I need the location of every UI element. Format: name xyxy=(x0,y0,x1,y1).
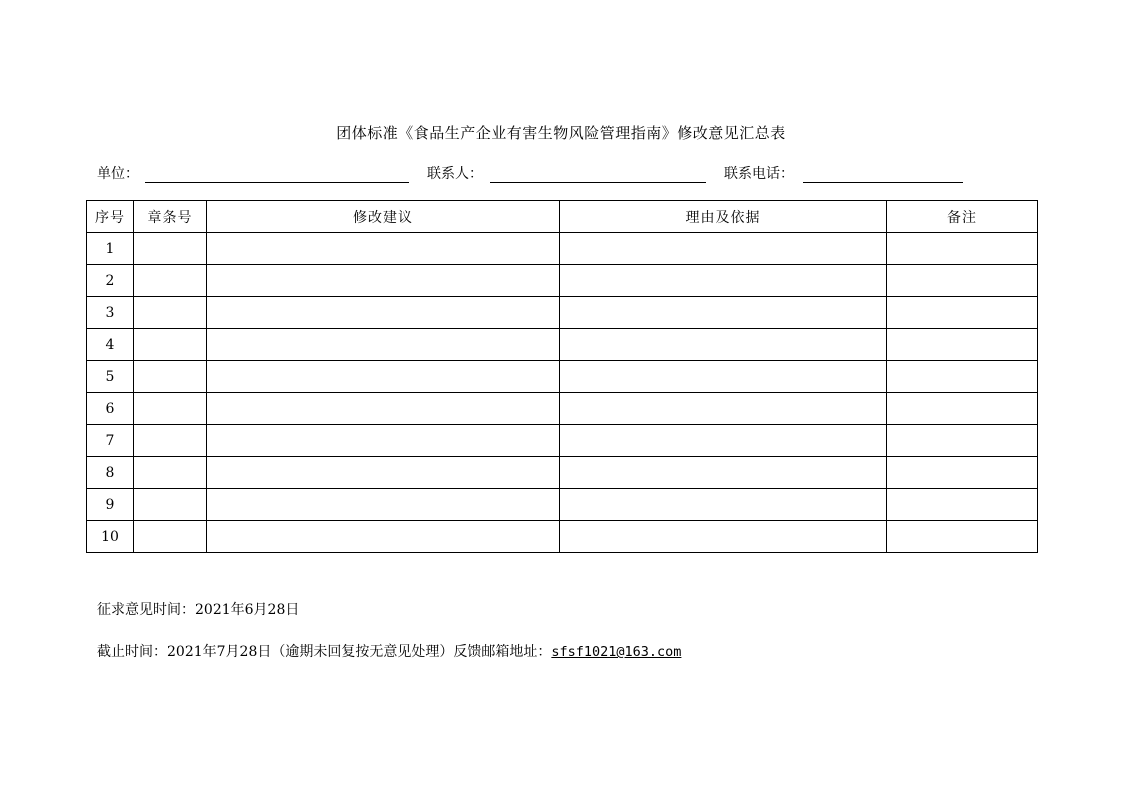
cell-suggestion[interactable] xyxy=(207,425,560,457)
header-suggestion: 修改建议 xyxy=(207,201,560,233)
cell-serial-number: 7 xyxy=(87,425,134,457)
table-row xyxy=(87,361,1038,393)
cell-reason[interactable] xyxy=(560,489,887,521)
unit-label: 单位： xyxy=(97,166,139,182)
cell-serial-number: 2 xyxy=(87,265,134,297)
cell-serial-number: 3 xyxy=(87,297,134,329)
cell-suggestion[interactable] xyxy=(207,521,560,553)
cell-clause-number[interactable] xyxy=(134,425,207,457)
cell-remarks[interactable] xyxy=(887,265,1038,297)
cell-reason[interactable] xyxy=(560,521,887,553)
cell-serial-number: 8 xyxy=(87,457,134,489)
header-remarks: 备注 xyxy=(887,201,1038,233)
cell-clause-number[interactable] xyxy=(134,393,207,425)
cell-serial-number: 1 xyxy=(87,233,134,265)
cell-suggestion[interactable] xyxy=(207,393,560,425)
cell-remarks[interactable] xyxy=(887,425,1038,457)
solicitation-time: 征求意见时间：2021年6月28日 xyxy=(97,602,300,618)
table-row xyxy=(87,393,1038,425)
table-row xyxy=(87,489,1038,521)
table-row xyxy=(87,265,1038,297)
cell-suggestion[interactable] xyxy=(207,489,560,521)
cell-remarks[interactable] xyxy=(887,361,1038,393)
cell-reason[interactable] xyxy=(560,457,887,489)
table-body xyxy=(87,233,1038,553)
table-row xyxy=(87,329,1038,361)
cell-reason[interactable] xyxy=(560,297,887,329)
cell-serial-number: 9 xyxy=(87,489,134,521)
phone-label: 联系电话： xyxy=(724,166,794,182)
cell-reason[interactable] xyxy=(560,361,887,393)
table-row xyxy=(87,233,1038,265)
cell-remarks[interactable] xyxy=(887,489,1038,521)
cell-reason[interactable] xyxy=(560,425,887,457)
cell-serial-number: 5 xyxy=(87,361,134,393)
table-row xyxy=(87,425,1038,457)
cell-serial-number: 10 xyxy=(87,521,134,553)
contact-label: 联系人： xyxy=(427,166,483,182)
table-header-row xyxy=(87,201,1038,233)
cell-remarks[interactable] xyxy=(887,233,1038,265)
cell-serial-number: 6 xyxy=(87,393,134,425)
deadline-line xyxy=(97,641,681,661)
document-title: 团体标准《食品生产企业有害生物风险管理指南》修改意见汇总表 xyxy=(336,124,786,142)
cell-remarks[interactable] xyxy=(887,457,1038,489)
cell-remarks[interactable] xyxy=(887,297,1038,329)
cell-suggestion[interactable] xyxy=(207,265,560,297)
phone-input-line[interactable] xyxy=(803,182,963,183)
table-row xyxy=(87,521,1038,553)
cell-reason[interactable] xyxy=(560,233,887,265)
cell-remarks[interactable] xyxy=(887,521,1038,553)
contact-input-line[interactable] xyxy=(490,182,706,183)
cell-clause-number[interactable] xyxy=(134,489,207,521)
cell-clause-number[interactable] xyxy=(134,329,207,361)
header-reason: 理由及依据 xyxy=(560,201,887,233)
header-serial-number: 序号 xyxy=(87,201,134,233)
opinion-table xyxy=(86,200,1038,553)
cell-remarks[interactable] xyxy=(887,393,1038,425)
table-row xyxy=(87,457,1038,489)
cell-suggestion[interactable] xyxy=(207,361,560,393)
contact-fields xyxy=(97,163,977,185)
deadline-text: 截止时间：2021年7月28日（逾期未回复按无意见处理）反馈邮箱地址： xyxy=(97,644,552,660)
table-row xyxy=(87,297,1038,329)
cell-clause-number[interactable] xyxy=(134,265,207,297)
feedback-email-link[interactable]: sfsf1021@163.com xyxy=(551,644,682,660)
cell-clause-number[interactable] xyxy=(134,457,207,489)
header-clause-number: 章条号 xyxy=(134,201,207,233)
cell-clause-number[interactable] xyxy=(134,297,207,329)
cell-suggestion[interactable] xyxy=(207,297,560,329)
cell-clause-number[interactable] xyxy=(134,521,207,553)
cell-serial-number: 4 xyxy=(87,329,134,361)
cell-clause-number[interactable] xyxy=(134,233,207,265)
cell-suggestion[interactable] xyxy=(207,457,560,489)
cell-reason[interactable] xyxy=(560,329,887,361)
cell-reason[interactable] xyxy=(560,393,887,425)
unit-input-line[interactable] xyxy=(145,182,409,183)
cell-clause-number[interactable] xyxy=(134,361,207,393)
cell-reason[interactable] xyxy=(560,265,887,297)
cell-suggestion[interactable] xyxy=(207,233,560,265)
cell-remarks[interactable] xyxy=(887,329,1038,361)
cell-suggestion[interactable] xyxy=(207,329,560,361)
